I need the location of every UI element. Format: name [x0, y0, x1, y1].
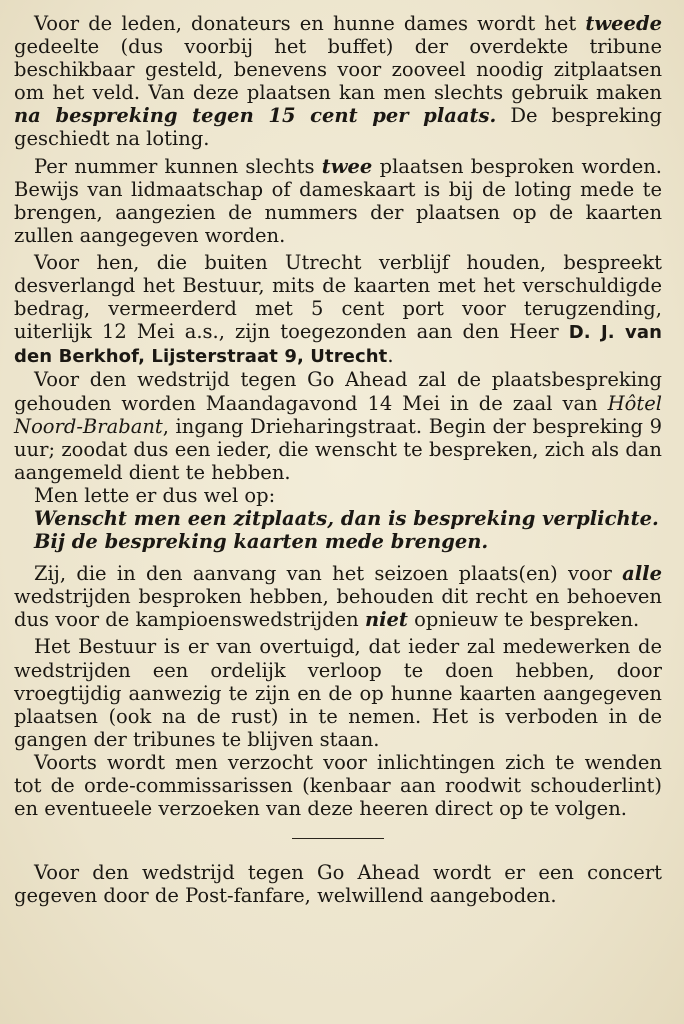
- hotel-name: Hôtel Noord-Brabant: [14, 391, 662, 438]
- text-run: opnieuw te bespreken.: [407, 608, 640, 632]
- text-run: .: [387, 344, 394, 368]
- paragraph-attention: Men lette er dus wel op:: [34, 483, 276, 507]
- paragraph-outside-utrecht: [14, 251, 662, 368]
- text-run: Zij, die in den aanvang van het seizoen plaats(en) voor: [34, 562, 623, 586]
- text-run: plaatsen besproken worden. Bewijs van lidmaatschap of dameskaart is bij de loting mede te brengen, aangezien de nummers der plaatsen op de kaarten zullen aangegeven worden.: [14, 154, 663, 247]
- paragraph-stewards: Voorts wordt men verzocht voor inlichtingen zich te wenden tot de orde-commissarissen (kenbaar aan roodwit schouderlint) en eventueele verzoeken van deze heeren direct op te volgen.: [14, 750, 662, 821]
- notice-line-1: Wenscht men een zitplaats, dan is bespreking verplichte.: [34, 506, 659, 530]
- text-run: wedstrijden besproken hebben, behouden dit recht en behoeven dus voor de kampioenswedstrijden: [14, 585, 662, 632]
- text-run: , ingang Drieharingstraat. Begin der bespreking 9 uur; zoodat dus een ieder, die wenscht te bespreken, zich als dan aangemeld dient te hebben.: [14, 414, 662, 484]
- text-run: Voor den wedstrijd tegen Go Ahead zal de plaatsbespreking gehouden worden Maandagavond 14 Mei in de zaal van: [14, 368, 662, 415]
- text-run: gedeelte (dus voorbij het buffet) der overdekte tribune beschikbaar gesteld, benevens voor zooveel noodig zitplaatsen om het veld. Van deze plaatsen kan men slechts gebruik maken: [14, 35, 662, 105]
- emphasis-tweede: tweede: [585, 12, 662, 35]
- notice-line-2: Bij de bespreking kaarten mede brengen.: [34, 530, 489, 554]
- paragraph-per-number: [14, 155, 662, 247]
- contact-address: D. J. van den Berkhof, Lijsterstraat 9, Utrecht: [14, 322, 662, 368]
- text-run: De bespreking geschiedt na loting.: [14, 104, 662, 151]
- emphasis-price: na bespreking tegen 15 cent per plaats.: [14, 104, 497, 128]
- text-run: Voor de leden, donateurs en hunne dames wordt het: [34, 12, 586, 35]
- paragraph-board: Het Bestuur is er van overtuigd, dat ieder zal medewerken de wedstrijden een ordelijk verloop te doen hebben, door vroegtijdig aanwezig te zijn en de op hunne kaarten aangegeven plaatsen (ook na de rust) in te nemen. Het is verboden in de gangen der tribunes te blijven staan.: [14, 635, 662, 751]
- text-run: Per nummer kunnen slechts: [34, 154, 322, 178]
- emphasis-niet: niet: [364, 608, 408, 632]
- paragraph-season-seats: [14, 562, 662, 631]
- paragraph-concert: Voor den wedstrijd tegen Go Ahead wordt er een concert gegeven door de Post-fanfare, welwillend aangeboden.: [14, 861, 662, 908]
- emphasis-alle: alle: [622, 562, 662, 586]
- notice-box: [14, 507, 662, 553]
- article-body: [14, 12, 662, 907]
- paragraph-go-ahead-booking: [14, 368, 662, 483]
- text-run: Voor hen, die buiten Utrecht verblijf houden, bespreekt desverlangd het Bestuur, mits de kaarten met het verschuldigde bedrag, vermeerderd met 5 cent port voor terugzending, uiterlijk 12 Mei a.s., zijn toegezonden aan den Heer: [14, 250, 662, 344]
- section-divider: [292, 838, 384, 839]
- paragraph-seating: [14, 12, 662, 151]
- emphasis-twee: twee: [321, 154, 373, 178]
